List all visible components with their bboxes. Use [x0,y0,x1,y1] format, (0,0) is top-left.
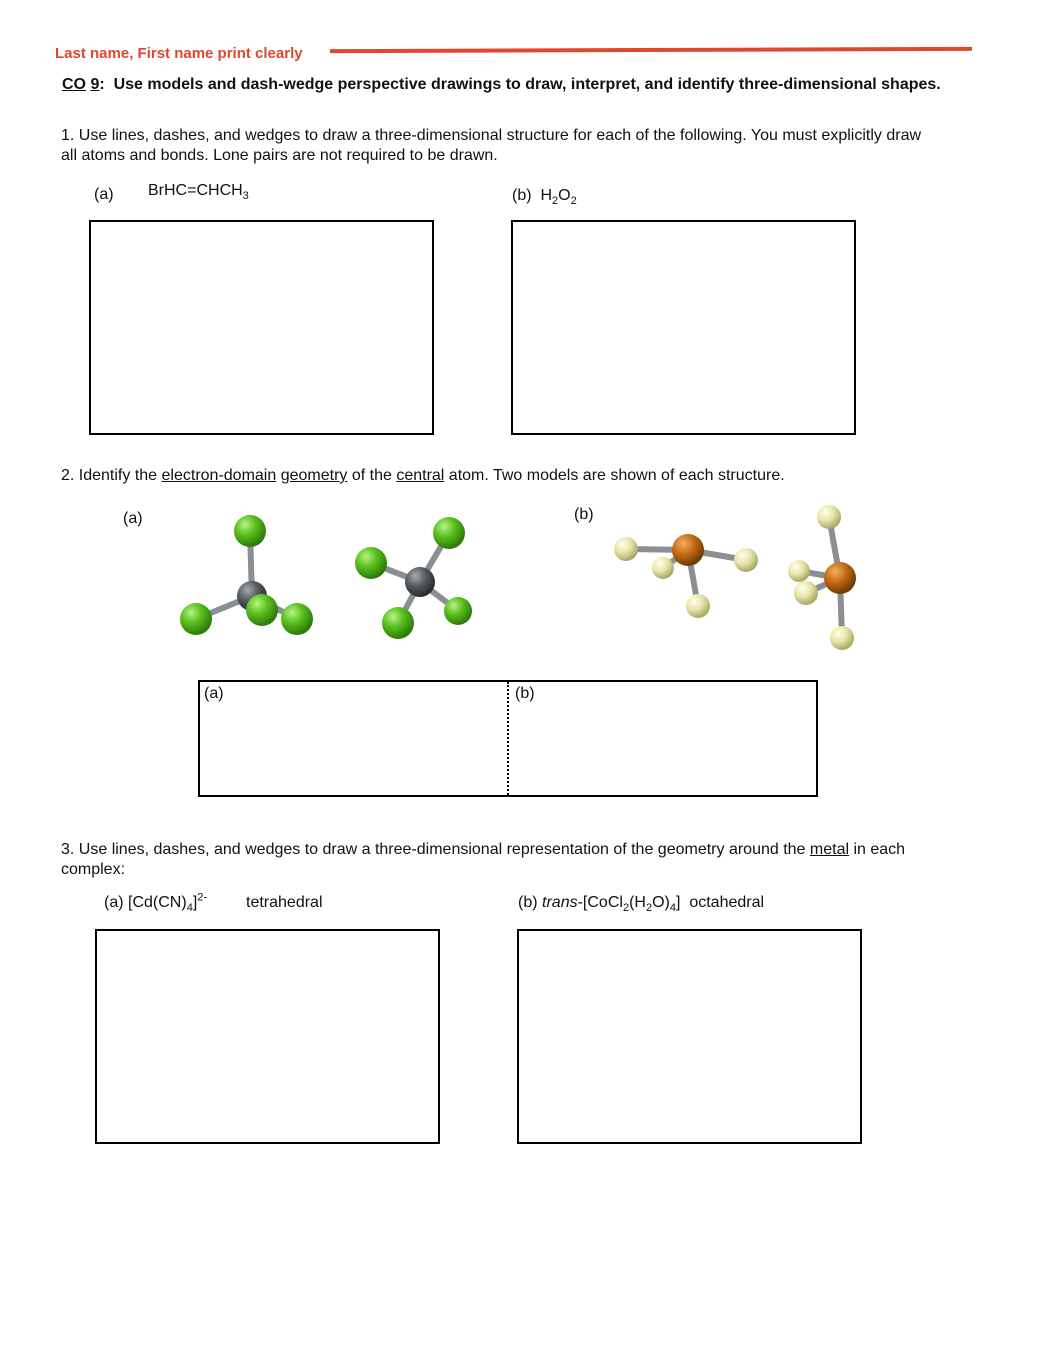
central-atom [672,534,704,566]
co-number: 9 [90,76,100,93]
q3-b-formula: trans-$[CoCl_2(H_2O)_4]$ [542,894,681,915]
fluorine-atom [788,560,810,582]
model-2b-left [614,534,758,618]
model-2a-right [355,517,472,639]
q3-b-answer-box[interactable] [517,929,862,1144]
co-code: CO [62,76,86,93]
q2-answer-a-label: (a) [204,685,224,702]
question-1-text: 1. Use lines, dashes, and wedges to draw a three-dimensional structure for each of the following. You must explicitly draw all atoms and bonds. Lone pairs are not required to be drawn. [61,127,922,164]
q3-a-label: (a) [104,894,124,911]
q1-a-label: (a) [94,186,114,203]
chlorine-atom [382,607,414,639]
q3-a-answer-box[interactable] [95,929,440,1144]
q1-b-label-formula: (b) $H_2O_2$ [512,187,577,208]
q2-answer-b-label: (b) [515,685,535,702]
chlorine-atom [433,517,465,549]
chlorine-atom [180,603,212,635]
chlorine-atom [246,594,278,626]
q3-b-geometry: octahedral [689,894,765,911]
chlorine-atom [355,547,387,579]
q3-a-geometry: tetrahedral [246,894,323,911]
q3-a-line [104,891,208,915]
q1-b-label: (b) [512,187,532,204]
fluorine-atom [817,505,841,529]
fluorine-atom [734,548,758,572]
term-central: central [396,467,445,484]
chlorine-atom [234,515,266,547]
carbon-atom [405,567,435,597]
fluorine-atom [686,594,710,618]
q2-a-label: (a) [123,510,143,527]
q3-a-formula: $[Cd(CN)_4]^{2-}$ [128,891,208,915]
central-atom [824,562,856,594]
fluorine-atom [614,537,638,561]
q2-b-label: (b) [574,506,594,523]
term-metal: metal [809,841,850,858]
chlorine-atom [281,603,313,635]
co-text: Use models and dash-wedge perspective drawings to draw, interpret, and identify three-dimensional shapes. [113,76,941,93]
chlorine-atom [444,597,472,625]
fluorine-atom [652,557,674,579]
q3-b-label: (b) [518,894,538,911]
fluorine-atom [830,626,854,650]
q3-b-line [518,894,765,915]
q1-a-formula: $BrHC=CHCH_3$ [148,182,249,203]
question-3-text: 3. Use lines, dashes, and wedges to draw a three-dimensional representation of the geometry around the metal in each complex: [61,841,906,878]
term-geometry: geometry [280,467,348,484]
fluorine-atom [794,581,818,605]
term-electron-domain: electron-domain [161,467,277,484]
q2-answer-divider [507,682,509,795]
model-2b-right [788,505,856,650]
name-label: Last name, First name print clearly [55,45,303,62]
model-2a-left [180,515,313,635]
question-2-text: 2. Identify the electron-domain geometry of the central atom. Two models are shown of each structure. [61,467,785,484]
course-objective-heading: CO 9: Use models and dash-wedge perspective drawings to draw, interpret, and identify three-dimensional shapes. [62,76,941,93]
